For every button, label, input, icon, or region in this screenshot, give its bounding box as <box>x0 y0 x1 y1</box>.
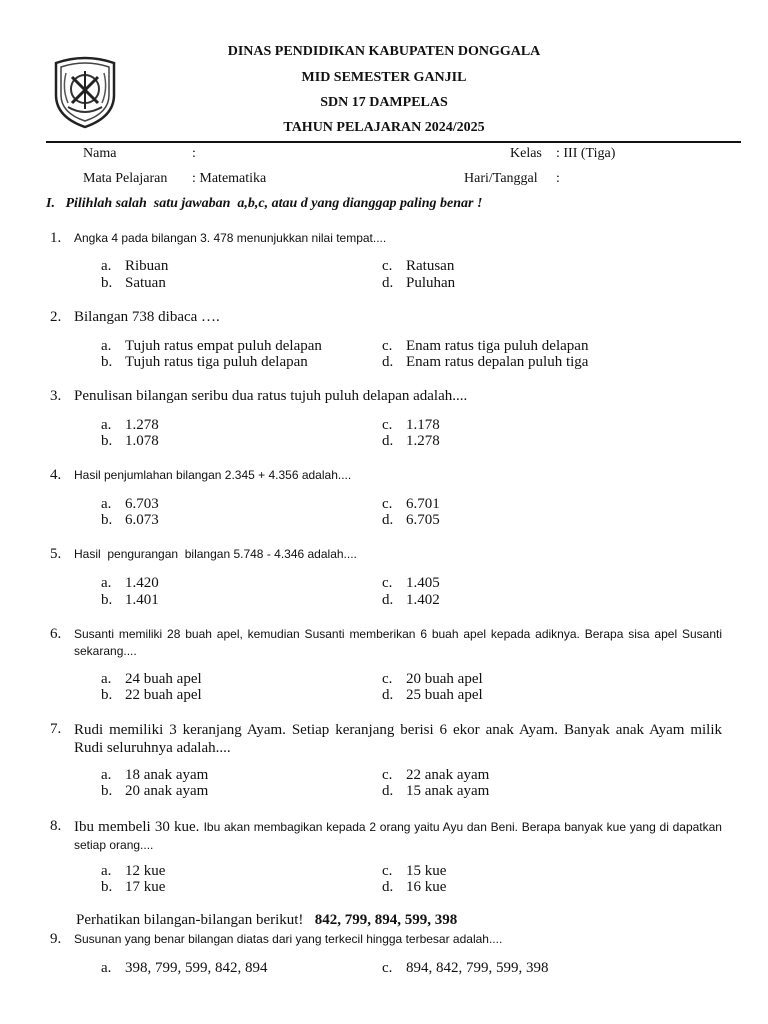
question-3 <box>50 388 722 405</box>
question-text: Ibu membeli 30 kue. Ibu akan membagikan kepada 2 orang yaitu Ayu dan Beni. Berapa banyak kue yang di dapatkan setiap orang.... <box>74 819 722 852</box>
question-7 <box>50 721 722 757</box>
option-d[interactable]: d. 6.705 <box>382 512 440 528</box>
question-number: 6. <box>50 626 62 642</box>
option-c[interactable]: c. 1.178 <box>382 417 440 433</box>
header-agency: DINAS PENDIDIKAN KABUPATEN DONGGALA <box>227 44 541 59</box>
option-a[interactable]: a. 12 kue <box>101 863 166 879</box>
question-9-note: Perhatikan bilangan-bilangan berikut! 842, 799, 894, 599, 398 <box>76 912 458 928</box>
question-number: 2. <box>50 309 62 325</box>
option-b[interactable]: b. 17 kue <box>101 879 166 895</box>
header-academic-year: TAHUN PELAJARAN 2024/2025 <box>283 120 485 135</box>
option-b[interactable]: b. 1.401 <box>101 592 159 608</box>
option-c[interactable]: c. 894, 842, 799, 599, 398 <box>382 960 549 976</box>
option-a[interactable]: a. Ribuan <box>101 258 169 274</box>
question-6 <box>50 626 722 660</box>
question-5 <box>50 546 722 563</box>
question-8 <box>50 818 722 854</box>
header-school: SDN 17 DAMPELAS <box>320 95 448 110</box>
header-exam-title: MID SEMESTER GANJIL <box>301 70 467 85</box>
option-d[interactable]: d. 15 anak ayam <box>382 783 490 799</box>
option-a[interactable]: a. Tujuh ratus empat puluh delapan <box>101 338 322 354</box>
question-text: Bilangan 738 dibaca …. <box>74 309 220 325</box>
question-text: Hasil pengurangan bilangan 5.748 - 4.346 adalah.... <box>74 547 357 561</box>
option-a[interactable]: a. 1.420 <box>101 575 159 591</box>
nama-colon: : <box>192 146 196 161</box>
option-a[interactable]: a. 18 anak ayam <box>101 767 209 783</box>
question-4 <box>50 467 722 484</box>
question-9 <box>50 931 722 948</box>
kelas-label: Kelas <box>510 146 542 161</box>
question-2 <box>50 309 722 326</box>
question-number: 4. <box>50 467 62 483</box>
mapel-value: : Matematika <box>192 171 267 186</box>
header-divider <box>46 141 741 143</box>
question-text: Rudi memiliki 3 keranjang Ayam. Setiap keranjang berisi 6 ekor anak Ayam. Banyak anak Ayam milik Rudi seluruhnya adalah.... <box>74 722 722 756</box>
option-b[interactable]: b. 6.073 <box>101 512 159 528</box>
option-a[interactable]: a. 1.278 <box>101 417 159 433</box>
instruction: I. Pilihlah salah satu jawaban a,b,c, atau d yang dianggap paling benar ! <box>46 196 483 211</box>
option-d[interactable]: d. 16 kue <box>382 879 447 895</box>
question-number: 5. <box>50 546 62 562</box>
option-a[interactable]: a. 6.703 <box>101 496 159 512</box>
question-number: 7. <box>50 721 62 737</box>
option-b[interactable]: b. 1.078 <box>101 433 159 449</box>
question-text: Susunan yang benar bilangan diatas dari yang terkecil hingga terbesar adalah.... <box>74 932 503 946</box>
option-c[interactable]: c. 6.701 <box>382 496 440 512</box>
option-d[interactable]: d. 1.278 <box>382 433 440 449</box>
kelas-value: : III (Tiga) <box>556 146 616 161</box>
option-d[interactable]: d. 1.402 <box>382 592 440 608</box>
option-a[interactable]: a. 24 buah apel <box>101 671 202 687</box>
option-c[interactable]: c. 22 anak ayam <box>382 767 490 783</box>
option-a[interactable]: a. 398, 799, 599, 842, 894 <box>101 960 268 976</box>
option-d[interactable]: d. Enam ratus depalan puluh tiga <box>382 354 589 370</box>
question-text: Angka 4 pada bilangan 3. 478 menunjukkan nilai tempat.... <box>74 231 387 245</box>
mapel-label: Mata Pelajaran <box>83 171 168 186</box>
option-c[interactable]: c. 1.405 <box>382 575 440 591</box>
question-number: 8. <box>50 818 62 834</box>
option-b[interactable]: b. Tujuh ratus tiga puluh delapan <box>101 354 308 370</box>
hari-colon: : <box>556 171 560 186</box>
hari-label: Hari/Tanggal <box>464 171 538 186</box>
question-number: 3. <box>50 388 62 404</box>
question-text: Susanti memiliki 28 buah apel, kemudian Susanti memberikan 6 buah apel kepada adiknya. Berapa sisa apel Susanti sekarang.... <box>74 627 722 658</box>
regency-emblem-logo <box>50 55 120 129</box>
option-b[interactable]: b. 20 anak ayam <box>101 783 209 799</box>
option-c[interactable]: c. 20 buah apel <box>382 671 483 687</box>
option-c[interactable]: c. Ratusan <box>382 258 455 274</box>
option-d[interactable]: d. Puluhan <box>382 275 456 291</box>
question-number: 9. <box>50 931 62 947</box>
question-1 <box>50 230 722 247</box>
question-number: 1. <box>50 230 62 246</box>
question-text: Hasil penjumlahan bilangan 2.345 + 4.356 adalah.... <box>74 468 352 482</box>
option-b[interactable]: b. 22 buah apel <box>101 687 202 703</box>
question-text: Penulisan bilangan seribu dua ratus tujuh puluh delapan adalah.... <box>74 388 468 404</box>
option-d[interactable]: d. 25 buah apel <box>382 687 483 703</box>
option-c[interactable]: c. Enam ratus tiga puluh delapan <box>382 338 589 354</box>
option-b[interactable]: b. Satuan <box>101 275 166 291</box>
nama-label: Nama <box>83 146 117 161</box>
option-c[interactable]: c. 15 kue <box>382 863 447 879</box>
